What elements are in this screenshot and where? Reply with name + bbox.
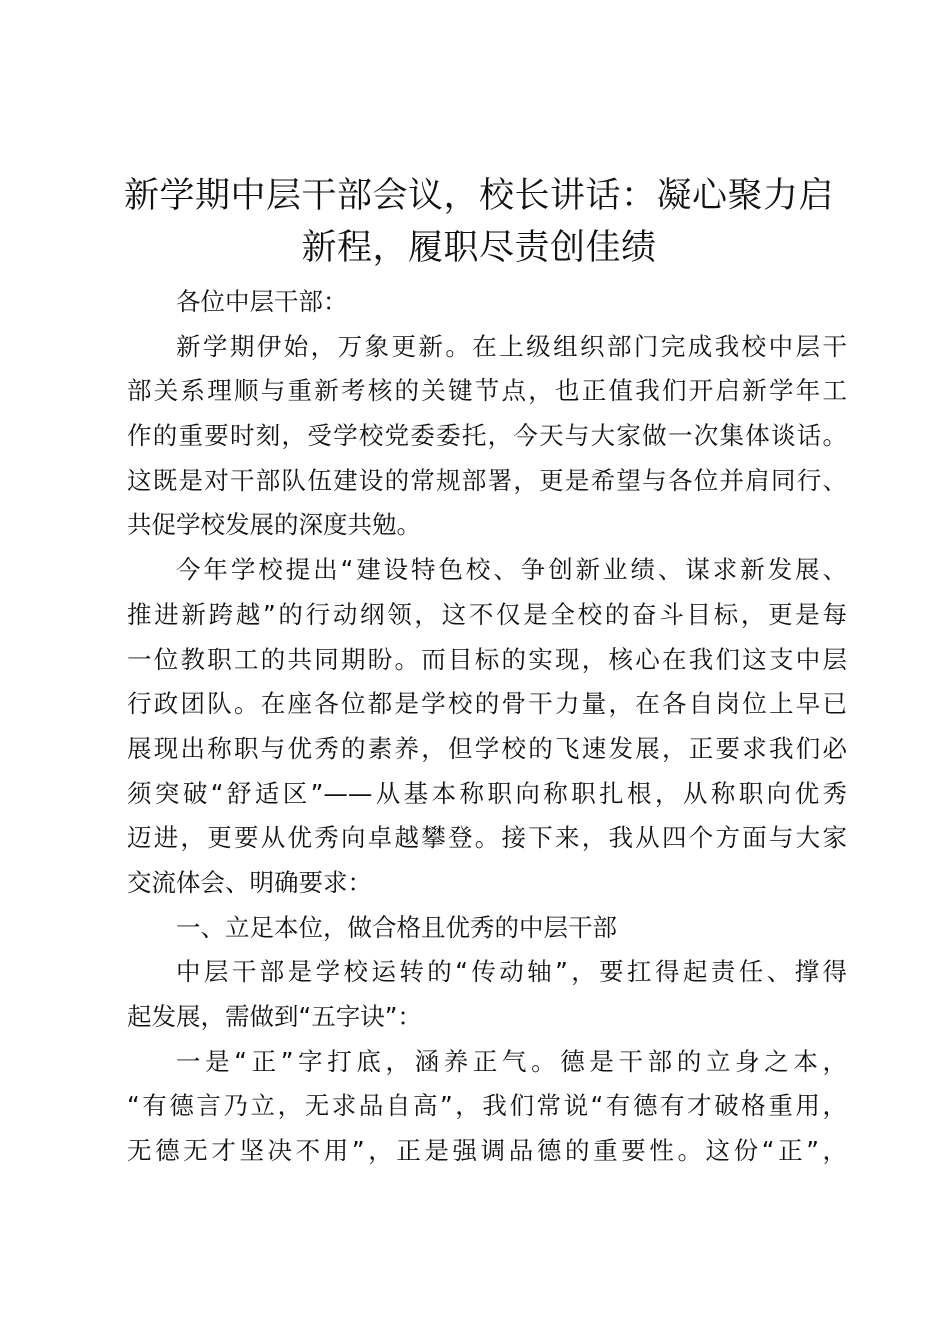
paragraph-line: 今年学校提出“建设特色校、争创新业绩、谋求新发展、 [176, 555, 847, 585]
paragraph-3 [127, 950, 847, 1039]
paragraph-line: 这既是对干部队伍建设的常规部署，更是希望与各位并肩同行、 [127, 465, 847, 495]
salutation: 各位中层干部： [176, 287, 348, 316]
paragraph-line: 部关系理顺与重新考核的关键节点，也正值我们开启新学年工 [127, 376, 847, 406]
title-line-2: 新程，履职尽责创佳绩 [301, 228, 657, 268]
paragraph-line: “有德言乃立，无求品自高”，我们常说“有德有才破格重用， [127, 1091, 847, 1121]
title-line-1: 新学期中层干部会议，校长讲话：凝心聚力启 [123, 176, 834, 216]
paragraph-line: 须突破“舒适区”——从基本称职向称职扎根，从称职向优秀 [127, 778, 847, 808]
paragraph-4 [127, 1040, 847, 1174]
paragraph-line: 中层干部是学校运转的“传动轴”，要扛得起责任、撑得 [176, 957, 847, 987]
paragraph-line: 作的重要时刻，受学校党委委托，今天与大家做一次集体谈话。 [127, 421, 847, 451]
paragraph-line: 交流体会、明确要求： [127, 867, 372, 897]
paragraph-2 [127, 548, 847, 906]
document-title [90, 170, 868, 274]
paragraph-line: 一位教职工的共同期盼。而目标的实现，核心在我们这支中层 [127, 644, 847, 674]
paragraph-line: 一是“正”字打底，涵养正气。德是干部的立身之本， [176, 1046, 847, 1076]
document-body [127, 280, 847, 1174]
paragraph-line: 无德无才坚决不用”，正是强调品德的重要性。这份“正”， [127, 1136, 847, 1166]
paragraph-line: 起发展，需做到“五字诀”： [127, 1002, 422, 1031]
paragraph-line: 展现出称职与优秀的素养，但学校的飞速发展，正要求我们必 [127, 733, 847, 763]
paragraph-1 [127, 325, 847, 548]
paragraph-line: 推进新跨越”的行动纲领，这不仅是全校的奋斗目标，更是每 [127, 599, 847, 629]
paragraph-line: 迈进，更要从优秀向卓越攀登。接下来，我从四个方面与大家 [127, 823, 847, 853]
paragraph-line: 行政团队。在座各位都是学校的骨干力量，在各自岗位上早已 [127, 689, 847, 719]
section-heading: 一、立足本位，做合格且优秀的中层干部 [176, 912, 617, 942]
paragraph-line: 新学期伊始，万象更新。在上级组织部门完成我校中层干 [176, 331, 847, 361]
paragraph-line: 共促学校发展的深度共勉。 [127, 510, 421, 540]
